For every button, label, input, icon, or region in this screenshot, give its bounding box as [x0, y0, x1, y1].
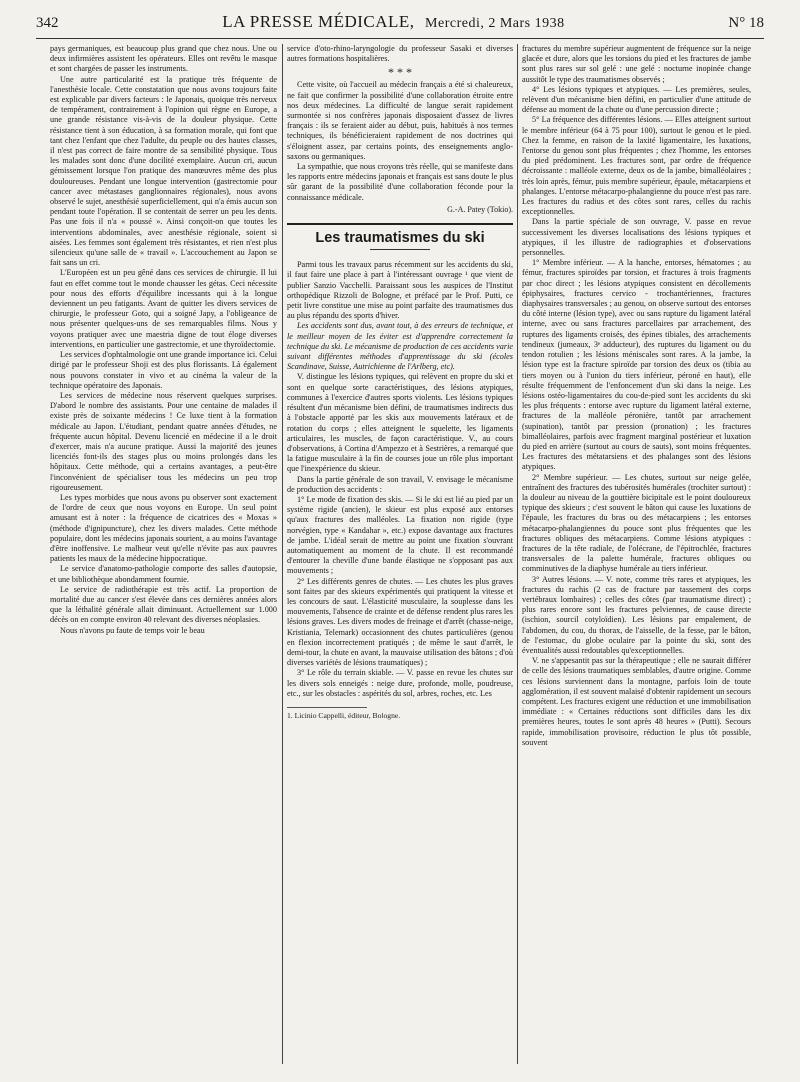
- paragraph: 3° Le rôle du terrain skiable. — V. passe en revue les chutes sur les divers sols enneigés : neige dure, profonde, molle, poudreuse, etc., sur les obstacles : aspérités du sol, arbres, roches, etc. Les: [287, 668, 513, 698]
- section-separator-stars: * * *: [388, 65, 412, 80]
- paragraph: Les accidents sont dus, avant tout, à des erreurs de technique, et le meilleur moyen de les éviter est d'apprendre correctement la technique du ski. Le mécanisme de production de ces accidents varie suivant différentes méthodes d'apprentissage du ski (écoles Scandinave, Suisse, Autrichienne de l'Arlberg, etc).: [287, 321, 513, 372]
- paragraph: Nous n'avons pu faute de temps voir le beau: [60, 625, 205, 635]
- paragraph: service d'oto-rhino-laryngologie du professeur Sasaki et diverses autres formations hospitalières.: [287, 44, 513, 64]
- column-1: [50, 44, 277, 1074]
- paragraph: 1° Membre inférieur. — A la hanche, entorses, hématomes ; au fémur, fractures spiroïdes par torsion, et fractures à trois fragments par choc direct ; les lésions atypiques consistent en décollements épiphysaires, fractures cervico - trochantériennes, fractures diaphysaires transversales ; au genou, on observe surtout des entorses du côté interne (lésion type), avec ou sans rupture du ligament latéral interne, avec ou sans fractures parcellaires par arrachement, des ruptures des ligaments croisés, des épines tibiales, des arrachements tendineux (jumeaux, 3ᵉ adducteur), des ruptures du ligament ou du tendon rotulien ; les lésions méniscales sont rares. A la jambe, la lésion type est la fracture spiroïde par torsion des deux os (tibia au tiers moyen ou à l'union du tiers inférieur, péroné en haut), elle résulte fréquemment de l'enfoncement d'un ski dans la neige. Les lésions ostéo-ligamentaires du cou-de-pied sont les accidents du ski les plus fréquents : entorse avec rupture du ligament latéral externe, fractures de la malléole péronière, tantôt par arrachement (supination), tantôt par pression (pronation) ; les fractures bimalléolaires, parfois avec fragment marginal postérieur et luxation du pied en arrière (surtout au cours de sauts), sont moins fréquentes. Les fractures des métatarsiens et des phalanges sont des lésions atypiques.: [522, 258, 751, 472]
- article-divider: [287, 223, 513, 225]
- column-divider: [282, 44, 283, 1064]
- paragraph: fractures du membre supérieur augmentent de fréquence sur la neige glacée et dure, alors que les torsions du pied et les fractures de jambe sont plus rares sur sol gelé : une gelé : nocturne inopinée change aussitôt le type des traumatismes observés ;: [522, 44, 751, 84]
- paragraph: 2° Membre supérieur. — Les chutes, surtout sur neige gelée, entraînent des fractures des tubérosités humérales (trochiter surtout) : la douleur au niveau de la gouttière bicipitale est le point douloureux typique des skieurs ; c'est souvent le bâton qui cause les luxations de l'épaule, les fractures du bras ou des métacarpiens ; les entorses métacarpo-phalangiennes du pouce sont plus fréquentes que les fractures obliques des métacarpiens. Comme lésions atypiques : fractures de la tête radiale, de l'olécrane, de l'épitrochlée, fractures transversales de la palette humérale, fractures obliques ou comminutives de la diaphyse humérale au tiers inférieur.: [522, 472, 751, 574]
- paragraph: L'Européen est un peu gêné dans ces services de chirurgie. Il lui faut en effet comme tout le monde chausser les gétas. Ceci nécessite pour nous des efforts d'équilibre incessants qui à la longue deviennent un peu fatigants. Avant de quitter les divers services de chirurgie, le professeur Goto, qui a soigné Japy, a l'obligeance de nous présenter quelques-uns de ses remarquables films. Nous y voyons pratiquer avec une maestria digne de tout éloge diverses interventions, en particulier une gastrectomie, et une thyroïdectomie.: [50, 268, 277, 349]
- issue-date: Mercredi, 2 Mars 1938: [425, 16, 565, 31]
- journal-name: LA PRESSE MÉDICALE,: [222, 12, 415, 31]
- paragraph: Les services d'ophtalmologie ont une grande importance ici. Celui dirigé par le professeur Shoji est des plus florissants. Là également nous pouvons constater in vivo et au cinéma la valeur de la technique opératoire des Japonais.: [50, 350, 277, 390]
- page-number: 342: [36, 15, 59, 31]
- column-2: [287, 44, 513, 1074]
- paragraph: Le service d'anatomo-pathologie comporte des salles d'autopsie, et une bibliothèque abondamment fournie.: [50, 564, 277, 584]
- paragraph: Les types morbides que nous avons pu observer sont exactement de l'ordre de ceux que nous voyons en Europe. Un seul point amusant est à noter : la fréquence de cicatrices des « Moxas » (méthode d'ignipuncture), chez les divers malades. Cette méthode populaire, dont les médecins japonais sourient, a au moins l'avantage d'être inoffensive. Le malheur veut qu'elle n'évite pas aux pauvres patients les maux de la médecine hippocratique.: [50, 492, 277, 564]
- column-3: [522, 44, 751, 1074]
- footnote: [287, 707, 401, 721]
- article-title: Les traumatismes du ski: [315, 230, 485, 247]
- paragraph: 5° La fréquence des différentes lésions. — Elles atteignent surtout le membre inférieur (64 à 75 pour 100), surtout le genou et le pied. Chez la femme, en raison de la laxité ligamentaire, les luxations, l'entorse du genou sont plus fréquentes ; chez l'homme, les entorses du pied prédominent. Les fractures sont, par ordre de fréquence décroissante : malléole externe, deux os de la jambe, bimalléolaires ; très loin après, fémur, puis membre supérieur, épaule, métacarpiens et phalanges. L'entorse métacarpo-phalangienne du pouce n'est pas rare. Les fractures du radius et des côtes sont rares, celles du rachis exceptionnelles.: [522, 115, 751, 217]
- paragraph: Dans la partie générale de son travail, V. envisage le mécanisme de production des accidents :: [287, 474, 513, 494]
- paragraph: 2° Les différents genres de chutes. — Les chutes les plus graves sont faites par des skieurs expérimentés qui pratiquent la vitesse et les concours de saut. L'élasticité musculaire, la souplesse dans les mouvements, l'absence de crainte et de défense rendent plus rares les lésions graves. Les divers modes de freinage et d'arrêt (chasse-neige, Kristiania, Telemark) occasionnent des chutes particulières (genou en flexion incorrectement pratiqués ; de même le saut d'arrêt, le demi-tour, la chute en avant, la mauvaise utilisation des bâtons ; d'où diverses variétés de lésions traumatiques) ;: [287, 576, 513, 668]
- paragraph: 1° Le mode de fixation des skis. — Si le ski est lié au pied par un système rigide (ancien), le skieur est plus exposé aux entorses qu'aux fractures des malléoles. La fixation non rigide (type norvégien, type « Kandahar », etc.) expose davantage aux fractures de jambe. L'idéal serait de mettre au point une fixation s'ouvrant automatiquement au moment de la chute. Il est recommandé d'entourer la cheville d'une bande élastique ne s'opposant pas aux mouvements ;: [287, 494, 513, 576]
- paragraph: V. ne s'appesantit pas sur la thérapeutique ; elle ne saurait différer de celle des lésions traumatiques semblables, d'autre origine. Comme ces lésions surviennent dans la montagne, parfois loin de toute agglomération, il est souvent malaisé d'obtenir rapidement un secours compétent. Les fractures exigent une réduction et une immobilisation immédiate : « Certaines réductions sont difficiles dans les dix premières heures, toutes le sont après 48 heures » (Putti). Secours rapide, immobilisation provisoire, réduction le plus tôt possible, souvent: [522, 656, 751, 747]
- journal-title-line: [59, 12, 729, 32]
- issue-number: N° 18: [728, 15, 764, 31]
- paragraph: 4° Les lésions typiques et atypiques. — Les premières, seules, relèvent d'un mécanisme bien défini, en particulier d'une attitude de défense au moment de la chute ou d'une percussion directe ;: [522, 84, 751, 115]
- paragraph: V. distingue les lésions typiques, qui relèvent en propre du ski et sont en quelque sorte caractéristiques, des lésions atypiques, communes à l'exercice d'autres sports violents. Les lésions typiques résultent d'un mécanisme bien défini, de traumatismes indirects dus à l'obstacle apporté par les skis aux mouvements latéraux et de rotation du corps ; elles atteignent le squelette, les ligaments articulaires, les muscles, de façon caractéristique. V., au cours d'observations, à Cortina d'Ampezzo et à Sestrières, a remarqué que la fatigue musculaire à la fin de courses joue un rôle plus important que l'inexpérience du skieur.: [287, 372, 513, 474]
- paragraph: Dans la partie spéciale de son ouvrage, V. passe en revue successivement les diverses localisations des lésions typiques et atypiques, il les illustre de radiographies et d'observations personnelles.: [522, 217, 751, 258]
- page-header: [36, 12, 764, 39]
- paragraph: La sympathie, que nous croyons très réelle, qui se manifeste dans les rapports entre médecins japonais et français est sans doute le plus sûr garant de la possibilité d'une collaboration féconde pour la connaissance médicale.: [287, 162, 513, 202]
- paragraph: pays germaniques, est beaucoup plus grand que chez nous. Une ou deux infirmières assistent les opérateurs. Elles ont revêtu le masque et sont chargées de passer les instruments.: [50, 44, 277, 74]
- paragraph: Parmi tous les travaux parus récemment sur les accidents du ski, il faut faire une place à part à l'intéressant ouvrage ¹ que vient de publier Sanzio Vacchelli. Paraissant sous les auspices de l'Institut orthopédique Rizzoli de Bologne, et préfacé par le Prof. Putti, ce petit livre constitue une mise au point parfaite des traumatismes dus au plus répandu des sports d'hiver.: [287, 260, 513, 321]
- footnote-text: 1. Licinio Cappelli, éditeur, Bologne.: [287, 710, 401, 720]
- paragraph: Une autre particularité est la pratique très fréquente de l'anesthésie locale. Cette constatation que nous avons toujours faite est explicable par divers facteurs : le Japonais, quoique très nerveux de tempérament, contrairement à l'opinion qui règne en Europe, a une grande résistance vis-à-vis de la douleur physique. Cette résistance tient à son éducation, à sa formation morale, qui font que tant chez l'enfant que chez l'adulte, du peuple ou des hautes classes, il n'est pas correct de faire montre de sa sensibilité physique. Tous les malades sont donc d'une docilité exemplaire. Aucun cri, aucun gémissement lorsque l'on pratique des manœuvres même des plus douloureuses. Pendant une longue intervention (gastrectomie pour cancer avec métastases ganglionnaires régionales), nous avons observé le sujet, anesthésié superficiellement, qui n'a émis aucun son pendant toute l'opération. Il se contentait de serrer un peu les dents. Pas une fois il n'a « poussé ». Ainsi conçoit-on que toutes les interventions abdominales, avec anesthésie régionale, soient si aisées. Les femmes sont également très résistantes, et rien n'est plus silencieux qu'une salle de « travail ». L'accouchement au Japon se fait sans un cri.: [50, 74, 277, 268]
- paragraph: Cette visite, où l'accueil au médecin français a été si chaleureux, ne fait que confirmer la possibilité d'une collaboration étroite entre nos deux médecines. La difficulté de langue serait rapidement surmontée si nos confrères japonais disposaient d'assez de livres français : ils se feraient aider au début, puis, habitués à nos termes techniques, ils bénéficieraient rapidement de nos doctrines qui s'éloignent assez, par certains points, des enseignements anglo-saxons ou germaniques.: [287, 80, 513, 161]
- paragraph: Le service de radiothérapie est très actif. La proportion de mortalité due au cancer s'est élevée dans ces dernières années alors que la léthalité générale allait diminuant. Actuellement sur 1.000 décès on en compte environ 40 relevant des diverses néoplasies.: [50, 584, 277, 625]
- title-underline: [370, 249, 430, 250]
- column-divider: [517, 44, 518, 1064]
- author-signature: G.-A. Patey (Tokio).: [447, 204, 513, 214]
- paragraph: Les services de médecine nous réservent quelques surprises. D'abord le nombre des assistants. Pour une centaine de malades il existe près de soixante médecins ! Ce luxe tient à la formation médicale au Japon. L'étudiant, pendant quatre années d'études, ne fréquente aucun hôpital. Devenu licencié en médecine il a le droit d'exercer, mais n'a aucune pratique. Aussi la majorité des jeunes licenciés font-ils des stages plus ou moins prolongés dans les hôpitaux. Cette méthode, qui a certains avantages, a peut-être l'inconvénient de spécialiser tous les médecins un peu trop rigoureusement.: [50, 390, 277, 492]
- paragraph: 3° Autres lésions. — V. note, comme très rares et atypiques, les fractures du rachis (2 cas de fracture par tassement des corps vertébraux lombaires) ; celles des côtes (par traumatisme direct) ; plus rares encore sont les fractures pelviennes, de cause directe (ischion, sourcil cotyloïdien). Les lésions par empalement, de l'abdomen, du cou, du thorax, de l'aisselle, de la fesse, par le bâton, de l'estomac, du globe oculaire par la pointe du ski, sont des éventualités aussi redoutables qu'exceptionnelles.: [522, 574, 751, 655]
